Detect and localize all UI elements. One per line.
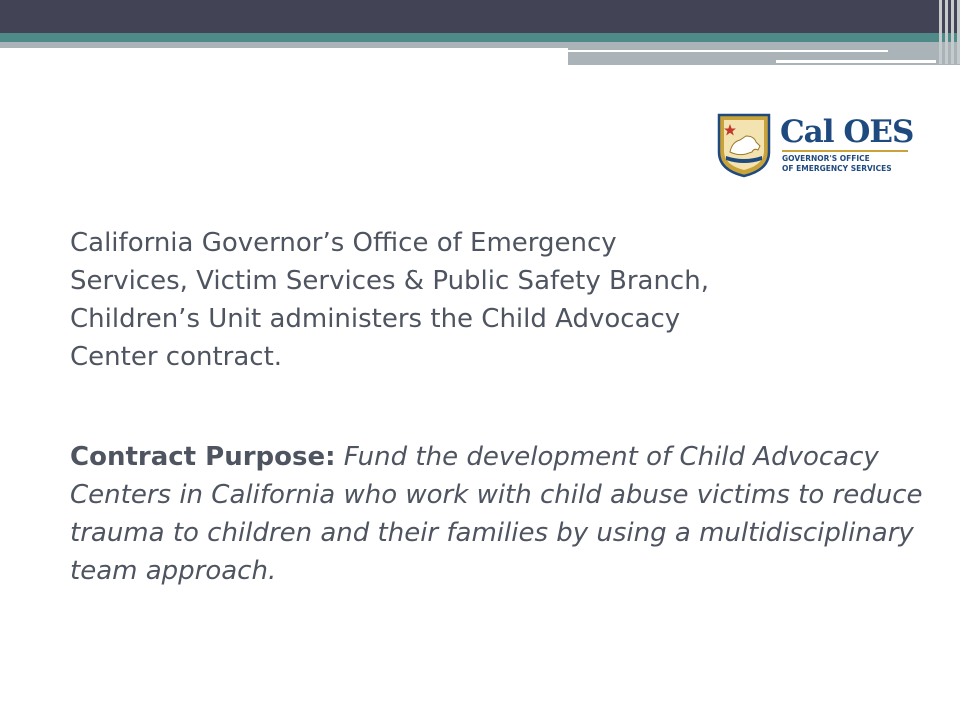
header-stripes: [932, 0, 960, 64]
contract-purpose-label: Contract Purpose:: [70, 442, 336, 472]
logo-subtitle-line2: OF EMERGENCY SERVICES: [782, 164, 892, 173]
header-bar-dark: [0, 0, 960, 33]
contract-purpose-paragraph: [70, 438, 930, 590]
header-accent-line: [568, 50, 888, 52]
header-bar-grey: [0, 42, 568, 48]
intro-paragraph: California Governor’s Office of Emergency Services, Victim Services & Public Safety Branch, Children’s Unit administers the Child Advocacy Center contract.: [70, 228, 709, 372]
logo-subtitle-line1: GOVERNOR'S OFFICE: [782, 154, 870, 163]
logo-wordmark: Cal OES: [780, 114, 914, 150]
california-seal-icon: [716, 112, 772, 178]
logo-subtitle: [782, 154, 892, 174]
header-bar-teal: [0, 33, 960, 42]
header-accent-line-short: [776, 60, 936, 63]
contract-purpose-text: Fund the development of Child Advocacy Centers in California who work with child abuse victims to reduce trauma to children and their families by using a multidisciplinary team approach.: [70, 442, 923, 586]
logo-rule: [782, 150, 908, 152]
cal-oes-logo: [716, 112, 912, 182]
